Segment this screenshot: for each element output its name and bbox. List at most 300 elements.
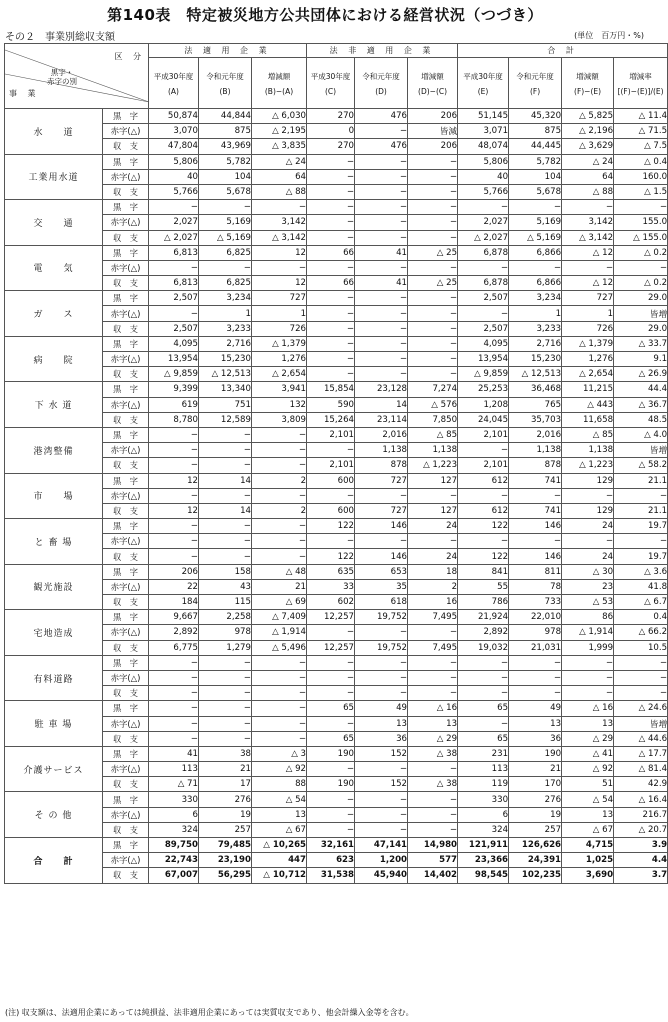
value-cell: 3,142 [562,215,614,230]
value-cell: △ 7.5 [614,139,668,154]
value-cell: − [199,670,252,685]
value-cell: △ 6.7 [614,595,668,610]
value-cell: △ 5,169 [509,230,562,245]
value-cell: △ 0.4 [614,154,668,169]
value-cell: 9.1 [614,352,668,367]
col-header: 平成30年度 (A) [149,58,199,109]
value-cell: 146 [355,549,408,564]
value-cell: 1,138 [509,443,562,458]
value-cell: △ 66.2 [614,625,668,640]
value-cell: 44.4 [614,382,668,397]
table-row [5,792,668,807]
value-cell: 257 [199,822,252,837]
value-cell: − [252,670,307,685]
value-cell: △ 2,195 [252,124,307,139]
row-type-label: 赤字(△) [103,807,149,822]
value-cell: − [149,716,199,731]
value-cell: − [199,655,252,670]
value-cell: △ 48 [252,564,307,579]
value-cell: 35,703 [509,412,562,427]
value-cell: 12 [252,276,307,291]
value-cell: 4,095 [458,336,509,351]
value-cell: − [408,184,458,199]
value-cell: 15,230 [509,352,562,367]
value-cell: 50,874 [149,109,199,124]
value-cell: − [307,443,355,458]
col-header: 平成30年度 (E) [458,58,509,109]
value-cell: − [149,686,199,701]
value-cell: 21,031 [509,640,562,655]
value-cell: 590 [307,397,355,412]
value-cell: 41.8 [614,579,668,594]
value-cell: 5,169 [199,215,252,230]
group-header-hoteki: 法 適 用 企 業 [149,44,307,58]
value-cell: 447 [252,853,307,868]
value-cell: 19.7 [614,549,668,564]
table-row [5,412,668,427]
value-cell: 1 [562,306,614,321]
value-cell: 24,045 [458,412,509,427]
row-type-label: 赤字(△) [103,352,149,367]
table-row [5,503,668,518]
value-cell: − [509,670,562,685]
value-cell: − [252,686,307,701]
row-type-label: 収 支 [103,458,149,473]
value-cell: △ 1,379 [252,336,307,351]
value-cell: 12 [252,245,307,260]
value-cell: − [307,822,355,837]
value-cell: − [562,670,614,685]
value-cell: − [562,260,614,275]
value-cell: 51,145 [458,109,509,124]
value-cell: 12,257 [307,610,355,625]
value-cell: 3,941 [252,382,307,397]
value-cell: 3,142 [252,215,307,230]
value-cell: − [307,655,355,670]
value-cell: 12,257 [307,640,355,655]
table-row [5,655,668,670]
value-cell: 41 [355,276,408,291]
value-cell: 7,495 [408,610,458,625]
value-cell: − [355,291,408,306]
value-cell: − [199,458,252,473]
value-cell: − [614,686,668,701]
row-type-label: 黒 字 [103,200,149,215]
value-cell: 22,743 [149,853,199,868]
col-header: 増減額 (D)−(C) [408,58,458,109]
value-cell: − [199,549,252,564]
value-cell: 17 [199,777,252,792]
value-cell: − [149,200,199,215]
value-cell: 86 [562,610,614,625]
value-cell: 43,969 [199,139,252,154]
value-cell: 2,016 [509,427,562,442]
value-cell: 577 [408,853,458,868]
table-row [5,670,668,685]
value-cell: 113 [458,762,509,777]
row-type-label: 赤字(△) [103,579,149,594]
value-cell: − [408,230,458,245]
value-cell: 11,658 [562,412,614,427]
value-cell: 765 [509,397,562,412]
value-cell: 13 [562,807,614,822]
row-type-label: 収 支 [103,230,149,245]
value-cell: 40 [458,169,509,184]
value-cell: 88 [252,777,307,792]
value-cell: − [199,519,252,534]
value-cell: △ 3,629 [562,139,614,154]
value-cell: △ 69 [252,595,307,610]
value-cell: 6,775 [149,640,199,655]
value-cell: △ 3,142 [562,230,614,245]
value-cell: △ 20.7 [614,822,668,837]
value-cell: 29.0 [614,291,668,306]
table-row [5,640,668,655]
value-cell: 23,190 [199,853,252,868]
value-cell: − [509,200,562,215]
value-cell: − [355,534,408,549]
value-cell: △ 29 [408,731,458,746]
value-cell: △ 81.4 [614,762,668,777]
value-cell: 13 [408,716,458,731]
business-name: 介護サービス [5,746,103,792]
value-cell: 2,507 [149,321,199,336]
value-cell: 23 [562,579,614,594]
value-cell: 8,780 [149,412,199,427]
value-cell: 127 [408,503,458,518]
value-cell: 2 [252,473,307,488]
value-cell: 2,027 [149,215,199,230]
value-cell: 146 [509,519,562,534]
value-cell: 635 [307,564,355,579]
value-cell: 1,200 [355,853,408,868]
value-cell: 皆増 [614,443,668,458]
value-cell: − [149,701,199,716]
value-cell: − [408,762,458,777]
value-cell: △ 26.9 [614,367,668,382]
row-type-label: 収 支 [103,822,149,837]
value-cell: 19,752 [355,610,408,625]
table-row [5,124,668,139]
value-cell: 146 [355,519,408,534]
value-cell: 126,626 [509,838,562,853]
col-header: 平成30年度 (C) [307,58,355,109]
value-cell: 29.0 [614,321,668,336]
value-cell: △ 71 [149,777,199,792]
value-cell: 7,850 [408,412,458,427]
value-cell: 14 [199,473,252,488]
table-row [5,184,668,199]
value-cell: 36,468 [509,382,562,397]
value-cell: △ 38 [408,746,458,761]
table-row [5,245,668,260]
row-type-label: 収 支 [103,549,149,564]
row-type-label: 黒 字 [103,427,149,442]
table-row [5,777,668,792]
value-cell: 170 [509,777,562,792]
value-cell: 2,892 [458,625,509,640]
value-cell: 6,825 [199,245,252,260]
value-cell: − [408,260,458,275]
table-row [5,534,668,549]
table-row [5,382,668,397]
value-cell: − [252,716,307,731]
value-cell: − [458,655,509,670]
row-type-label: 収 支 [103,321,149,336]
row-type-label: 黒 字 [103,245,149,260]
value-cell: − [252,458,307,473]
value-cell: 5,766 [149,184,199,199]
value-cell: 65 [458,731,509,746]
value-cell: 113 [149,762,199,777]
value-cell: 4.4 [614,853,668,868]
row-type-label: 収 支 [103,503,149,518]
value-cell: △ 3,835 [252,139,307,154]
value-cell: 122 [458,549,509,564]
value-cell: 600 [307,473,355,488]
value-cell: 65 [307,701,355,716]
table-row [5,716,668,731]
value-cell: 16 [408,595,458,610]
value-cell: − [408,291,458,306]
value-cell: 12,589 [199,412,252,427]
table-row [5,610,668,625]
table-row [5,807,668,822]
value-cell: △ 92 [252,762,307,777]
value-cell: 727 [355,473,408,488]
row-type-label: 収 支 [103,412,149,427]
value-cell: 3,233 [199,321,252,336]
value-cell: − [509,534,562,549]
value-cell: 49 [509,701,562,716]
value-cell: 11,215 [562,382,614,397]
value-cell: 44,844 [199,109,252,124]
col-header: 令和元年度 (D) [355,58,408,109]
value-cell: 6,813 [149,245,199,260]
value-cell: 875 [509,124,562,139]
value-cell: − [252,519,307,534]
value-cell: 206 [149,564,199,579]
table-row [5,473,668,488]
group-header-hohiteki: 法 非 適 用 企 業 [307,44,458,58]
business-name: 港湾整備 [5,427,103,473]
value-cell: 600 [307,503,355,518]
value-cell: 33 [307,579,355,594]
col-header: 令和元年度 (F) [509,58,562,109]
value-cell: − [149,519,199,534]
value-cell: − [509,655,562,670]
table-row [5,397,668,412]
value-cell: − [355,367,408,382]
business-name: 工業用水道 [5,154,103,200]
value-cell: 6,866 [509,245,562,260]
row-type-label: 黒 字 [103,519,149,534]
value-cell: − [355,822,408,837]
value-cell: 65 [307,731,355,746]
value-cell: 2,101 [458,458,509,473]
value-cell: 257 [509,822,562,837]
value-cell: − [408,154,458,169]
table-row [5,139,668,154]
value-cell: − [614,260,668,275]
value-cell: − [614,670,668,685]
value-cell: 41 [149,746,199,761]
value-cell: 14 [199,503,252,518]
value-cell: 122 [307,549,355,564]
value-cell: 47,804 [149,139,199,154]
value-cell: 6,878 [458,276,509,291]
value-cell: △ 17.7 [614,746,668,761]
value-cell: △ 58.2 [614,458,668,473]
business-name: 病 院 [5,336,103,382]
table-row [5,109,668,124]
value-cell: 841 [458,564,509,579]
value-cell: 40 [149,169,199,184]
value-cell: 51 [562,777,614,792]
row-type-label: 黒 字 [103,336,149,351]
value-cell: 47,141 [355,838,408,853]
value-cell: △ 30 [562,564,614,579]
value-cell: 24 [562,549,614,564]
value-cell: − [199,716,252,731]
row-type-label: 収 支 [103,868,149,883]
value-cell: − [355,807,408,822]
value-cell: △ 12 [562,276,614,291]
value-cell: − [149,534,199,549]
value-cell: 978 [509,625,562,640]
value-cell: △ 2,027 [149,230,199,245]
value-cell: △ 5,169 [199,230,252,245]
value-cell: − [307,807,355,822]
value-cell: 2,101 [458,427,509,442]
value-cell: 19,032 [458,640,509,655]
value-cell: − [458,534,509,549]
value-cell: − [252,701,307,716]
value-cell: △ 85 [408,427,458,442]
table-row [5,853,668,868]
table-row [5,746,668,761]
value-cell: △ 5,825 [562,109,614,124]
value-cell: − [199,260,252,275]
value-cell: 32,161 [307,838,355,853]
value-cell: 3,071 [458,124,509,139]
value-cell: 1,138 [355,443,408,458]
value-cell: − [149,731,199,746]
value-cell: 56,295 [199,868,252,883]
table-row [5,519,668,534]
value-cell: − [355,336,408,351]
value-cell: 24 [408,519,458,534]
value-cell: △ 1,223 [408,458,458,473]
value-cell: 12 [149,473,199,488]
business-balance-table [4,43,668,884]
value-cell: △ 443 [562,397,614,412]
value-cell: 1,208 [458,397,509,412]
row-type-label: 黒 字 [103,382,149,397]
value-cell: − [458,306,509,321]
row-type-label: 収 支 [103,731,149,746]
value-cell: − [252,488,307,503]
value-cell: △ 92 [562,762,614,777]
table-row [5,291,668,306]
value-cell: − [252,549,307,564]
value-cell: 64 [252,169,307,184]
value-cell: − [355,215,408,230]
row-type-label: 黒 字 [103,838,149,853]
value-cell: 13 [355,716,408,731]
value-cell: 2,507 [458,321,509,336]
value-cell: △ 5,496 [252,640,307,655]
value-cell: 5,782 [509,154,562,169]
value-cell: 2,101 [307,458,355,473]
table-row [5,564,668,579]
business-name: 電 気 [5,245,103,291]
value-cell: 1,276 [252,352,307,367]
value-cell: 21.1 [614,503,668,518]
value-cell: 13 [562,716,614,731]
value-cell: − [307,792,355,807]
row-type-label: 収 支 [103,686,149,701]
value-cell: 751 [199,397,252,412]
value-cell: △ 2,196 [562,124,614,139]
business-name: 観光施設 [5,564,103,610]
value-cell: 3.9 [614,838,668,853]
value-cell: − [252,200,307,215]
table-row [5,427,668,442]
unit-label: (単位 百万円・%) [574,31,644,40]
row-type-label: 黒 字 [103,564,149,579]
value-cell: 14,402 [408,868,458,883]
business-name: 宅地造成 [5,610,103,656]
value-cell: 206 [408,139,458,154]
value-cell: − [199,200,252,215]
value-cell: − [199,488,252,503]
value-cell: − [149,443,199,458]
table-row [5,762,668,777]
value-cell: − [355,792,408,807]
value-cell: − [307,291,355,306]
business-name: 市 場 [5,473,103,519]
row-type-label: 黒 字 [103,610,149,625]
value-cell: 19.7 [614,519,668,534]
value-cell: 978 [199,625,252,640]
row-type-label: 黒 字 [103,655,149,670]
value-cell: − [307,488,355,503]
value-cell: − [355,124,408,139]
value-cell: 276 [199,792,252,807]
value-cell: 36 [509,731,562,746]
row-type-label: 黒 字 [103,109,149,124]
value-cell: △ 38 [408,777,458,792]
value-cell: △ 2,654 [252,367,307,382]
value-cell: − [614,534,668,549]
value-cell: 0 [307,124,355,139]
value-cell: 727 [562,291,614,306]
table-row [5,595,668,610]
row-type-label: 収 支 [103,640,149,655]
value-cell: 122 [307,519,355,534]
value-cell: △ 1,914 [562,625,614,640]
value-cell: − [355,154,408,169]
value-cell: 18 [408,564,458,579]
value-cell: − [408,807,458,822]
value-cell: − [408,822,458,837]
row-type-label: 赤字(△) [103,260,149,275]
value-cell: − [408,352,458,367]
value-cell: − [408,670,458,685]
value-cell: △ 67 [252,822,307,837]
table-row [5,352,668,367]
